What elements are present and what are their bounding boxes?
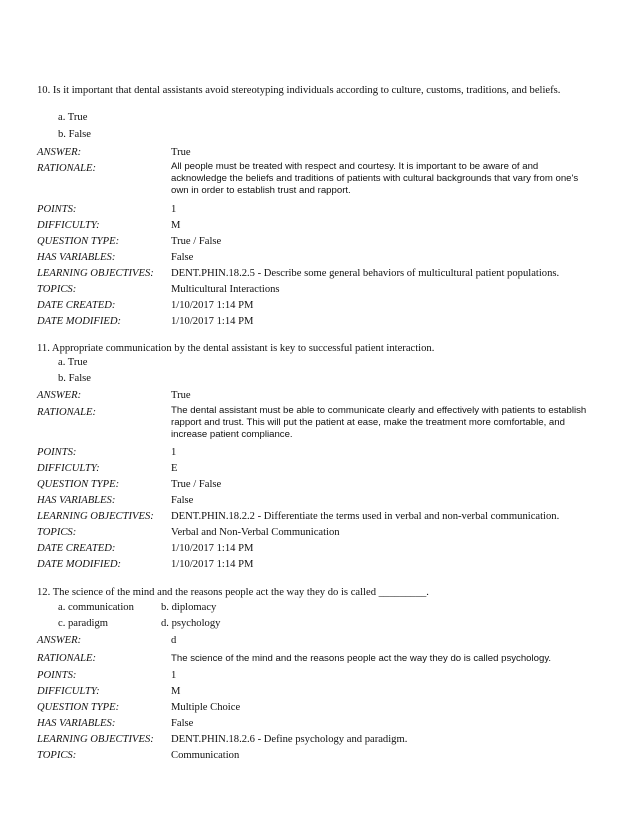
learning-objectives-label: LEARNING OBJECTIVES: — [37, 268, 154, 279]
difficulty-value: E — [171, 463, 178, 474]
rationale-value: All people must be treated with respect and courtesy. It is important to be aware of and acknowledge the beliefs and traditions of patients with cultural backgrounds that vary from one's own in order to establish trust and rapport. — [171, 161, 579, 196]
topics-row — [37, 749, 597, 765]
date-modified-value: 1/10/2017 1:14 PM — [171, 559, 254, 570]
has-variables-row — [37, 494, 597, 510]
difficulty-value: M — [171, 686, 181, 697]
question-type-value: True / False — [171, 479, 222, 490]
answer-option: c. paradigm — [58, 618, 109, 629]
answer-label: ANSWER: — [37, 390, 82, 401]
date-created-label: DATE CREATED: — [37, 300, 116, 311]
has-variables-label: HAS VARIABLES: — [37, 495, 116, 506]
answer-row — [37, 634, 597, 650]
points-row — [37, 669, 597, 685]
answer-label: ANSWER: — [37, 635, 82, 646]
date-created-label: DATE CREATED: — [37, 543, 116, 554]
rationale-row — [37, 161, 597, 201]
date-created-value: 1/10/2017 1:14 PM — [171, 300, 254, 311]
answer-row — [37, 146, 597, 162]
topics-label: TOPICS: — [37, 527, 77, 538]
answer-option: a. True — [58, 112, 88, 123]
date-modified-row — [37, 558, 597, 574]
question-type-row — [37, 235, 597, 251]
has-variables-row — [37, 251, 597, 267]
difficulty-row — [37, 219, 597, 235]
learning-objectives-label: LEARNING OBJECTIVES: — [37, 511, 154, 522]
difficulty-value: M — [171, 220, 181, 231]
has-variables-label: HAS VARIABLES: — [37, 252, 116, 263]
question-type-value: Multiple Choice — [171, 702, 241, 713]
topics-label: TOPICS: — [37, 284, 77, 295]
topics-row — [37, 283, 597, 299]
question-type-value: True / False — [171, 236, 222, 247]
difficulty-row — [37, 462, 597, 478]
answer-option: b. diplomacy — [161, 602, 217, 613]
question-type-row — [37, 478, 597, 494]
date-created-value: 1/10/2017 1:14 PM — [171, 543, 254, 554]
learning-objectives-label: LEARNING OBJECTIVES: — [37, 734, 154, 745]
question-type-label: QUESTION TYPE: — [37, 236, 120, 247]
has-variables-value: False — [171, 495, 194, 506]
rationale-label: RATIONALE: — [37, 653, 97, 664]
points-value: 1 — [171, 204, 177, 215]
difficulty-row — [37, 685, 597, 701]
rationale-value: The dental assistant must be able to communicate clearly and effectively with patients to establish rapport and trust. This will put the patient at ease, make the treatment more comfortable, and increase patient compliance. — [171, 405, 587, 440]
rationale-row — [37, 652, 597, 668]
answer-row — [37, 389, 597, 405]
points-label: POINTS: — [37, 204, 77, 215]
difficulty-label: DIFFICULTY: — [37, 220, 100, 231]
answer-option: a. True — [58, 357, 88, 368]
topics-row — [37, 526, 597, 542]
rationale-value: The science of the mind and the reasons people act the way they do is called psychology. — [171, 653, 552, 664]
answer-option: a. communication — [58, 602, 134, 613]
points-row — [37, 203, 597, 219]
answer-value: d — [171, 635, 177, 646]
question-type-label: QUESTION TYPE: — [37, 702, 120, 713]
topics-value: Multicultural Interactions — [171, 284, 280, 295]
answer-option: d. psychology — [161, 618, 221, 629]
points-row — [37, 446, 597, 462]
question-type-label: QUESTION TYPE: — [37, 479, 120, 490]
points-label: POINTS: — [37, 447, 77, 458]
difficulty-label: DIFFICULTY: — [37, 686, 100, 697]
topics-label: TOPICS: — [37, 750, 77, 761]
question-stem: 12. The science of the mind and the reasons people act the way they do is called _________. — [37, 587, 429, 598]
points-label: POINTS: — [37, 670, 77, 681]
date-modified-value: 1/10/2017 1:14 PM — [171, 316, 254, 327]
question-stem: 11. Appropriate communication by the dental assistant is key to successful patient interaction. — [37, 343, 435, 354]
learning-objectives-row — [37, 267, 597, 283]
answer-label: ANSWER: — [37, 147, 82, 158]
points-value: 1 — [171, 447, 177, 458]
has-variables-value: False — [171, 252, 194, 263]
has-variables-row — [37, 717, 597, 733]
rationale-label: RATIONALE: — [37, 163, 97, 174]
question-type-row — [37, 701, 597, 717]
learning-objectives-value: DENT.PHIN.18.2.5 - Describe some general behaviors of multicultural patient populations. — [171, 268, 560, 279]
topics-value: Verbal and Non-Verbal Communication — [171, 527, 340, 538]
date-modified-label: DATE MODIFIED: — [37, 316, 122, 327]
has-variables-label: HAS VARIABLES: — [37, 718, 116, 729]
date-modified-label: DATE MODIFIED: — [37, 559, 122, 570]
date-created-row — [37, 299, 597, 315]
learning-objectives-value: DENT.PHIN.18.2.6 - Define psychology and paradigm. — [171, 734, 408, 745]
answer-value: True — [171, 390, 191, 401]
date-created-row — [37, 542, 597, 558]
date-modified-row — [37, 315, 597, 331]
learning-objectives-row — [37, 733, 597, 749]
difficulty-label: DIFFICULTY: — [37, 463, 100, 474]
learning-objectives-value: DENT.PHIN.18.2.2 - Differentiate the terms used in verbal and non-verbal communication. — [171, 511, 560, 522]
has-variables-value: False — [171, 718, 194, 729]
answer-option: b. False — [58, 373, 91, 384]
rationale-label: RATIONALE: — [37, 407, 97, 418]
points-value: 1 — [171, 670, 177, 681]
answer-option: b. False — [58, 129, 91, 140]
question-stem: 10. Is it important that dental assistants avoid stereotyping individuals according to culture, customs, traditions, and beliefs. — [37, 85, 561, 96]
answer-value: True — [171, 147, 191, 158]
rationale-row — [37, 405, 597, 445]
learning-objectives-row — [37, 510, 597, 526]
topics-value: Communication — [171, 750, 240, 761]
